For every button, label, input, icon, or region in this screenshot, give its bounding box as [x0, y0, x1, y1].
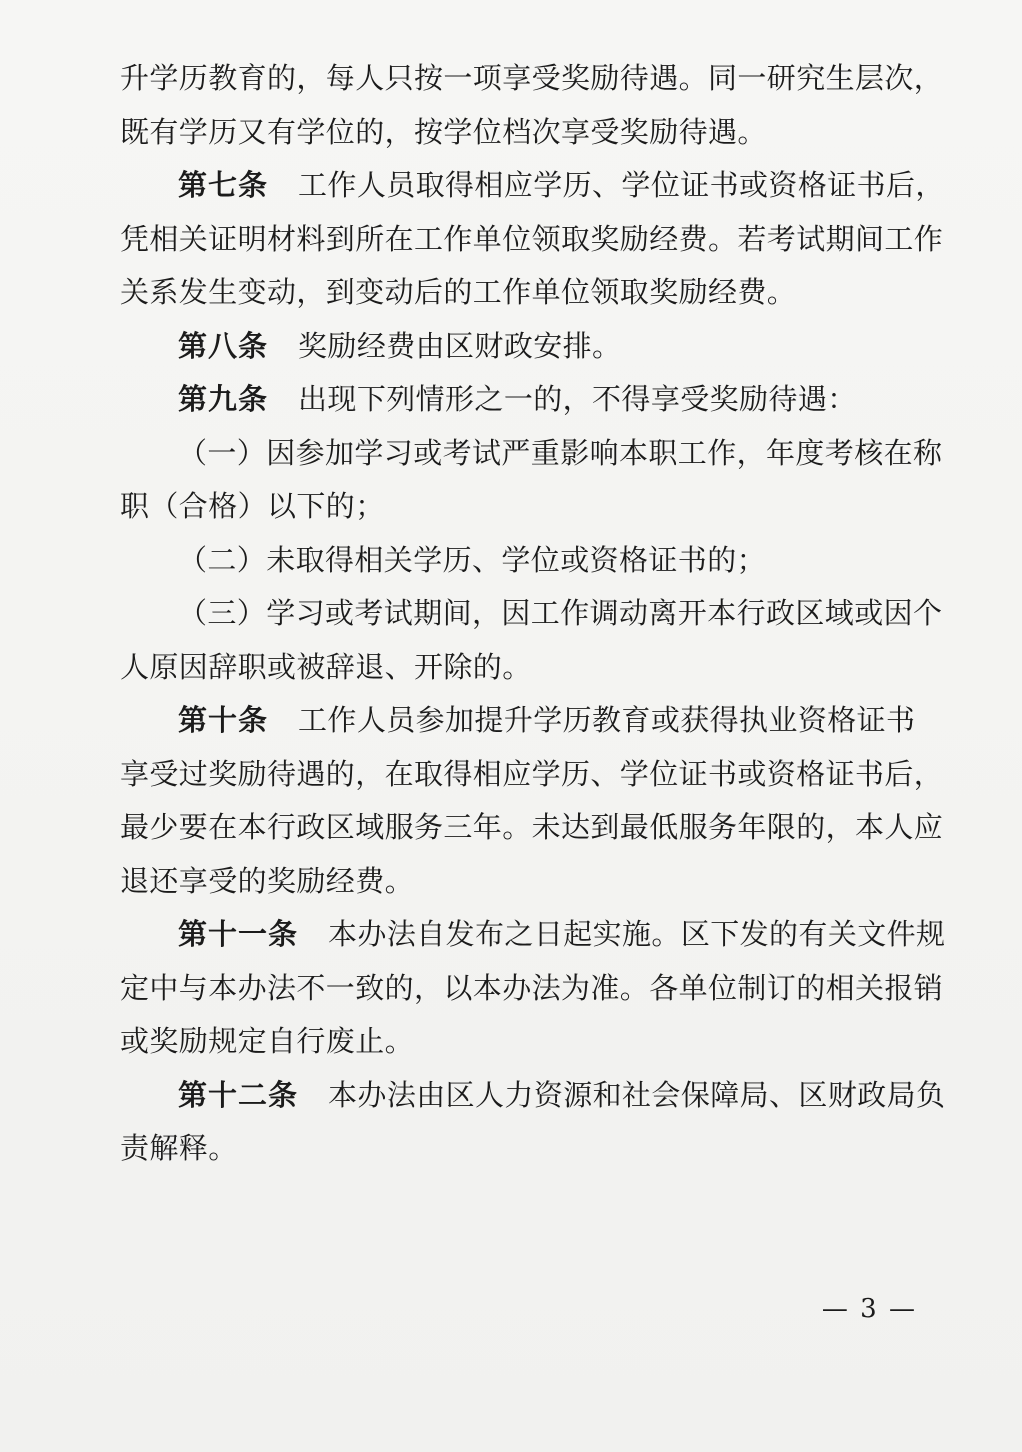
- line-text: 退还享受的奖励经费。: [120, 863, 415, 898]
- line-text: 凭相关证明材料到所在工作单位领取奖励经费。若考试期间工作: [120, 221, 944, 256]
- text-line: [120, 480, 915, 534]
- text-line: [120, 106, 915, 160]
- line-text: 最少要在本行政区域服务三年。未达到最低服务年限的，本人应: [120, 810, 944, 844]
- article-number: 第十条: [178, 703, 269, 737]
- line-text: 定中与本办法不一致的，以本办法为准。各单位制订的相关报销: [120, 970, 944, 1005]
- line-text: 或奖励规定自行废止。: [120, 1024, 415, 1058]
- text-line: [120, 213, 944, 267]
- article-number: 第八条: [178, 328, 269, 363]
- line-text: 关系发生变动，到变动后的工作单位领取奖励经费。: [120, 275, 797, 309]
- line-text: 工作人员取得相应学历、学位证书或资格证书后，: [298, 168, 945, 202]
- text-line: [120, 1015, 915, 1069]
- article-line: [120, 908, 946, 962]
- line-text: 本办法由区人力资源和社会保障局、区财政局负: [328, 1077, 946, 1112]
- article-line: [120, 320, 915, 374]
- line-text: 享受过奖励待遇的，在取得相应学历、学位证书或资格证书后，: [120, 756, 944, 791]
- line-text: （二）未取得相关学历、学位或资格证书的；: [178, 542, 767, 577]
- line-text: 既有学历又有学位的，按学位档次享受奖励待遇。: [120, 114, 767, 149]
- text-line: [120, 1122, 915, 1176]
- page-number: — 3 —: [821, 1294, 917, 1324]
- text-line: [120, 962, 944, 1016]
- article-line: [120, 1069, 946, 1123]
- text-line: [120, 855, 915, 909]
- article-number: 第十二条: [178, 1077, 299, 1112]
- line-text: 责解释。: [120, 1131, 238, 1165]
- text-line: [120, 52, 944, 106]
- line-text: （三）学习或考试期间，因工作调动离开本行政区域或因个: [178, 596, 943, 630]
- document-body: [120, 52, 946, 1176]
- article-number: 第七条: [178, 168, 269, 202]
- line-text: 出现下列情形之一的，不得享受奖励待遇：: [298, 382, 857, 416]
- line-text: 本办法自发布之日起实施。区下发的有关文件规: [328, 917, 946, 951]
- line-text: 升学历教育的，每人只按一项享受奖励待遇。同一研究生层次，: [120, 61, 944, 95]
- line-text: 奖励经费由区财政安排。: [298, 328, 622, 363]
- article-line: [120, 694, 915, 748]
- text-line: [120, 587, 943, 641]
- line-text: 人原因辞职或被辞退、开除的。: [120, 649, 532, 684]
- article-number: 第十一条: [178, 917, 299, 951]
- article-number: 第九条: [178, 382, 269, 416]
- text-line: [120, 266, 915, 320]
- text-line: [120, 748, 944, 802]
- line-text: （一）因参加学习或考试严重影响本职工作，年度考核在称: [178, 435, 943, 470]
- article-line: [120, 373, 915, 427]
- text-line: [120, 427, 943, 481]
- line-text: 职（合格）以下的；: [120, 489, 385, 523]
- text-line: [120, 641, 915, 695]
- text-line: [120, 534, 915, 588]
- line-text: 工作人员参加提升学历教育或获得执业资格证书: [298, 703, 916, 737]
- article-line: [120, 159, 945, 213]
- text-line: [120, 801, 944, 855]
